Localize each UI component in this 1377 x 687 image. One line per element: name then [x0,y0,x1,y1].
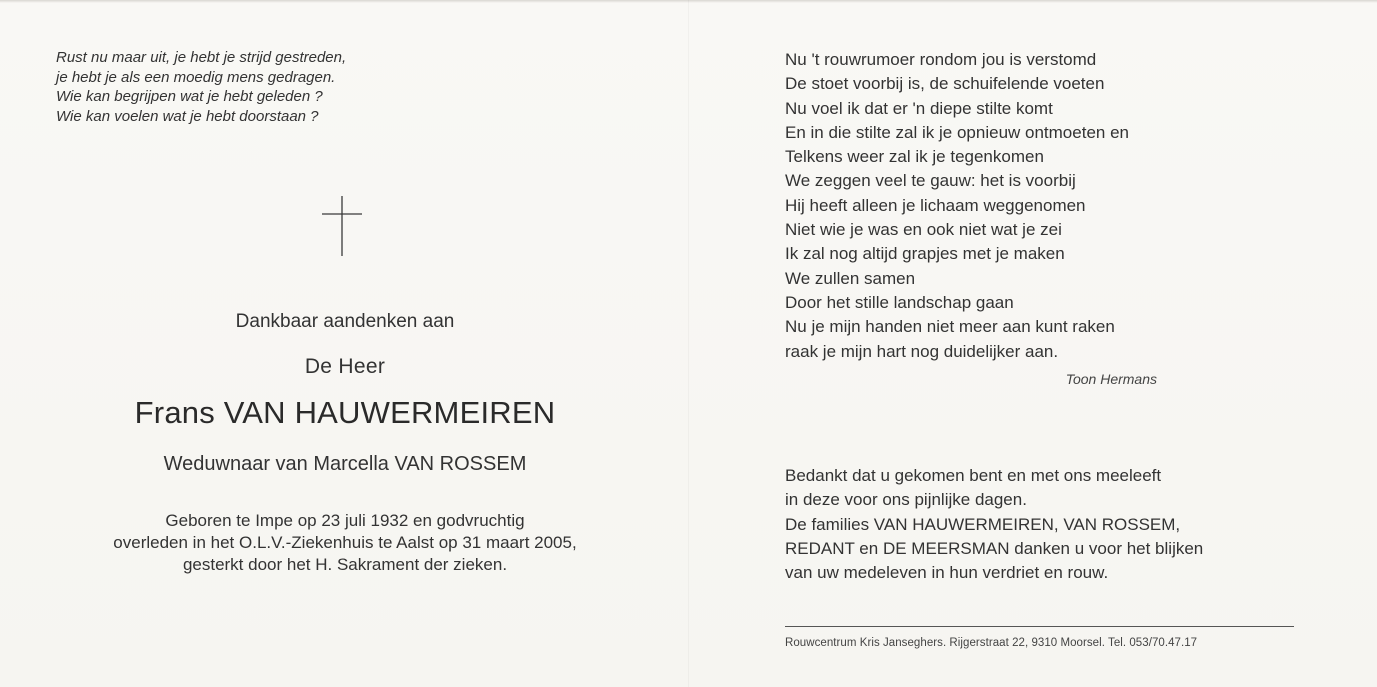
right-poem-line: We zeggen veel te gauw: het is voorbij [785,171,1076,191]
life-detail-line: gesterkt door het H. Sakrament der zieken. [182,555,508,574]
thanks-line: REDANT en DE MEERSMAN danken u voor het blijken [785,538,1204,558]
thanks-line: van uw medeleven in hun verdriet en rouw. [785,563,1109,583]
poem-author: Toon Hermans [1065,371,1157,387]
right-poem-line: raak je mijn hart nog duidelijker aan. [785,341,1059,361]
memorial-intro: Dankbaar aandenken aan [235,311,455,332]
right-poem-line: En in die stilte zal ik je opnieuw ontmoeten en [785,122,1129,142]
memorial-title: De Heer [304,355,386,378]
card-fold [688,0,689,687]
right-poem-line: Nu 't rouwrumoer rondom jou is verstomd [785,50,1097,69]
thanks-line: De families VAN HAUWERMEIREN, VAN ROSSEM, [785,514,1181,534]
right-poem-line: We zullen samen [785,268,916,288]
thanks-message [785,464,1305,585]
life-detail-line: overleden in het O.L.V.-Ziekenhuis te Aalst op 31 maart 2005, [113,533,577,552]
right-poem-line: Telkens weer zal ik je tegenkomen [785,147,1044,167]
cross-icon [320,196,364,256]
left-poem-line: je hebt je als een moedig mens gedragen. [56,68,336,86]
thanks-line: in deze voor ons pijnlijke dagen. [785,490,1027,510]
left-poem-line: Rust nu maar uit, je hebt je strijd gestreden, [56,49,347,66]
right-poem-line: Nu voel ik dat er 'n diepe stilte komt [785,98,1053,118]
left-poem-line: Wie kan begrijpen wat je hebt geleden ? [56,88,323,105]
left-poem [56,48,576,126]
right-poem-line: Nu je mijn handen niet meer aan kunt raken [785,317,1115,337]
right-poem [785,48,1205,364]
life-details [40,510,650,576]
relation-text: Weduwnaar van Marcella VAN ROSSEM [163,453,527,475]
right-poem-line: Niet wie je was en ook niet wat je zei [785,220,1062,240]
right-poem-line: Door het stille landschap gaan [785,292,1014,312]
right-poem-line: Ik zal nog altijd grapjes met je maken [785,244,1065,264]
life-detail-line: Geboren te Impe op 23 juli 1932 en godvruchtig [165,511,525,530]
left-poem-line: Wie kan voelen wat je hebt doorstaan ? [56,107,319,125]
thanks-line: Bedankt dat u gekomen bent en met ons meeleeft [785,466,1162,485]
deceased-name: Frans VAN HAUWERMEIREN [134,395,556,430]
funeral-home-footer: Rouwcentrum Kris Janseghers. Rijgerstraat 22, 9310 Moorsel. Tel. 053/70.47.17 [785,637,1198,649]
right-poem-line: De stoet voorbij is, de schuifelende voeten [785,74,1105,94]
footer-divider [785,626,1294,627]
right-poem-line: Hij heeft alleen je lichaam weggenomen [785,195,1086,215]
